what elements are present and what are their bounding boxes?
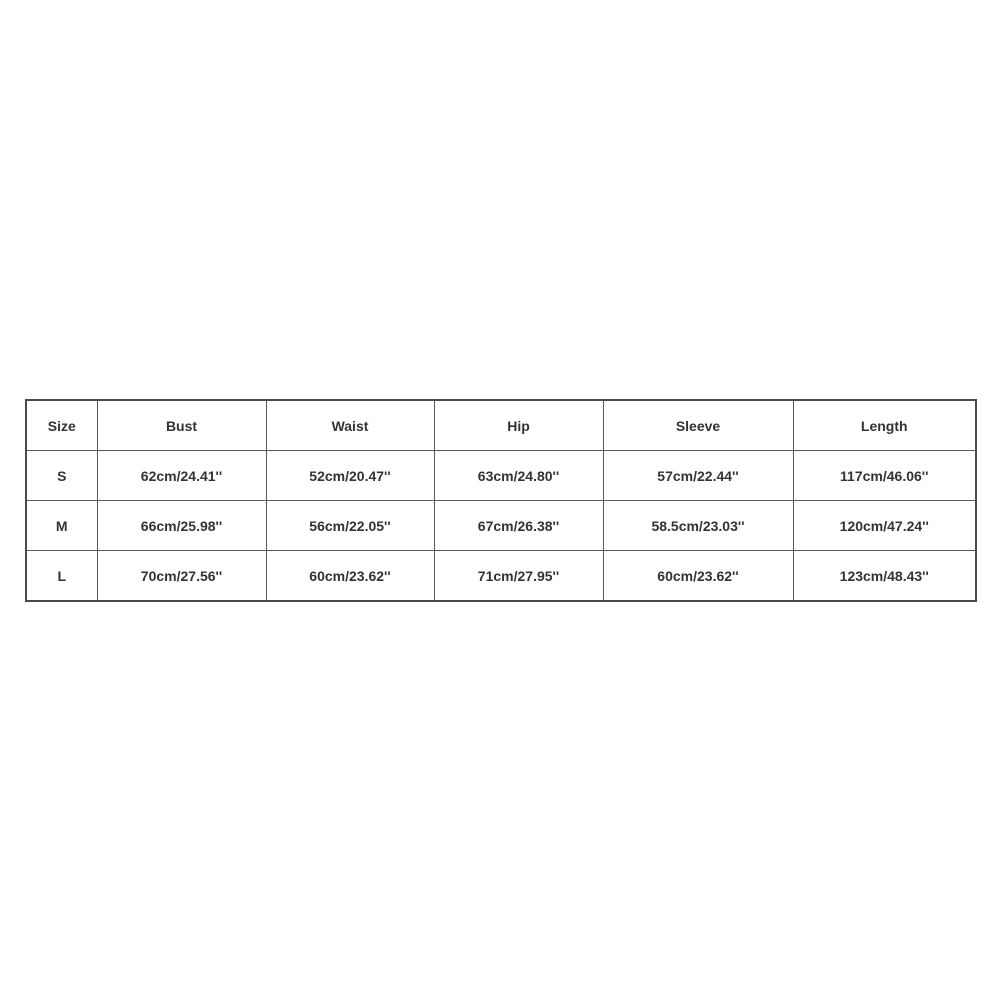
cell-sleeve: 60cm/23.62'' (603, 551, 793, 602)
cell-bust: 66cm/25.98'' (97, 501, 266, 551)
cell-waist: 60cm/23.62'' (266, 551, 434, 602)
header-bust: Bust (97, 400, 266, 451)
cell-length: 120cm/47.24'' (793, 501, 976, 551)
header-length: Length (793, 400, 976, 451)
cell-sleeve: 58.5cm/23.03'' (603, 501, 793, 551)
table-row (26, 451, 976, 501)
cell-size: L (26, 551, 97, 602)
header-waist: Waist (266, 400, 434, 451)
cell-length: 117cm/46.06'' (793, 451, 976, 501)
table-row (26, 501, 976, 551)
cell-bust: 70cm/27.56'' (97, 551, 266, 602)
cell-waist: 56cm/22.05'' (266, 501, 434, 551)
cell-hip: 67cm/26.38'' (434, 501, 603, 551)
cell-waist: 52cm/20.47'' (266, 451, 434, 501)
cell-length: 123cm/48.43'' (793, 551, 976, 602)
header-sleeve: Sleeve (603, 400, 793, 451)
table-row (26, 551, 976, 602)
cell-sleeve: 57cm/22.44'' (603, 451, 793, 501)
cell-size: S (26, 451, 97, 501)
size-chart-table (25, 399, 977, 602)
cell-hip: 71cm/27.95'' (434, 551, 603, 602)
cell-size: M (26, 501, 97, 551)
header-row (26, 400, 976, 451)
header-size: Size (26, 400, 97, 451)
cell-hip: 63cm/24.80'' (434, 451, 603, 501)
header-hip: Hip (434, 400, 603, 451)
cell-bust: 62cm/24.41'' (97, 451, 266, 501)
